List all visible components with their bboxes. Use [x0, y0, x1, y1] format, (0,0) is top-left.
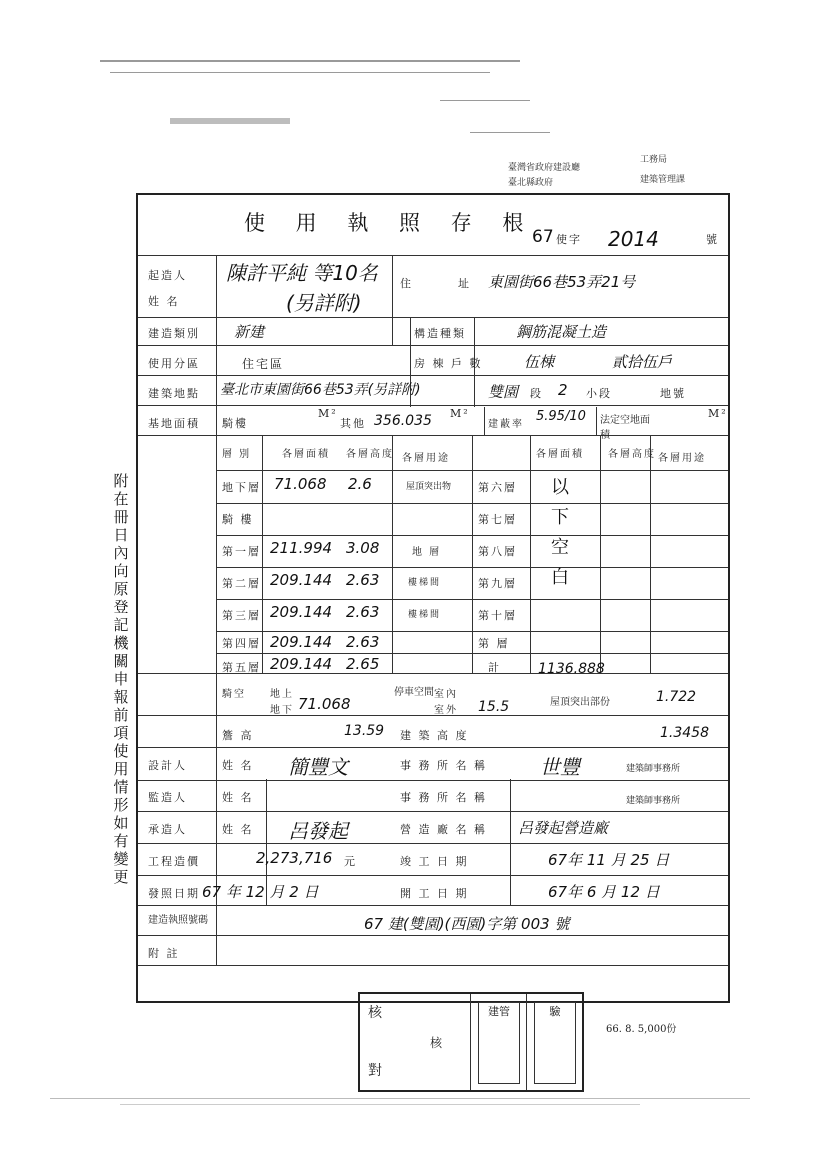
row-line	[138, 715, 728, 716]
row-line	[138, 843, 728, 844]
row-line	[138, 345, 728, 346]
floor-label: 第九層	[478, 577, 517, 590]
parking-in: 室內	[434, 689, 458, 700]
structure-label: 構造種類	[414, 327, 466, 340]
row-line	[138, 317, 728, 318]
contractor-label: 承造人	[148, 823, 187, 836]
stamp-text: 建築管理課	[640, 175, 686, 185]
location-lot: 地號	[660, 387, 686, 400]
designer-office: 世豐	[540, 755, 580, 779]
row-line	[138, 811, 728, 812]
area-other-value: 356.035	[374, 413, 432, 429]
left-margin-note: 附在冊日內向原登記機關申報前項使用情形如有變更	[113, 472, 129, 886]
seal: 建管	[478, 1002, 520, 1084]
stamp-box	[358, 992, 584, 1092]
floor-height: 2.63	[346, 571, 380, 589]
address-value: 東園街66巷53弄21号	[488, 273, 636, 291]
row-line	[138, 405, 728, 406]
floor-label: 地下層	[222, 481, 261, 494]
unit-m2: M²	[450, 407, 470, 420]
col-line	[470, 994, 471, 1090]
floor-label: 第二層	[222, 577, 261, 590]
cost-label: 工程造價	[148, 855, 200, 868]
open-label: 騎空	[222, 689, 246, 700]
floor-height: 2.65	[346, 655, 380, 673]
floor-label: 第七層	[478, 513, 517, 526]
designer-value: 簡豐文	[288, 755, 348, 779]
floor-area: 211.994	[270, 539, 333, 557]
form-title: 使 用 執 照 存 根	[244, 211, 536, 235]
floor-area: 209.144	[270, 603, 333, 621]
location-subsection-label: 小段	[586, 387, 612, 400]
stamp-box-label-top: 核	[368, 1005, 384, 1021]
floor-height: 3.08	[346, 539, 380, 557]
cost-value: 2,273,716	[256, 849, 333, 867]
office-label: 事 務 所 名 稱	[400, 791, 487, 804]
applicant-value: 陳許平純 等10名	[226, 261, 378, 285]
permit-value: 67 建(雙園)(西園)字第 003 號	[364, 915, 570, 933]
col-line	[596, 407, 597, 435]
floor-label: 第五層	[222, 661, 261, 674]
complete-label: 竣 工 日 期	[400, 855, 469, 868]
location-district: 雙園	[488, 383, 519, 401]
row-line	[138, 375, 728, 376]
col-line	[472, 435, 473, 673]
roof-value: 1.722	[656, 689, 697, 705]
use-col-header: 各層用途	[402, 453, 450, 464]
remarks-label: 附 註	[148, 947, 180, 960]
scan-noise-block	[170, 118, 290, 124]
floor-use: 屋頂突出物	[406, 482, 452, 492]
permit-form	[136, 193, 730, 1003]
location-value: 臺北市東園街66巷53弄(另詳附)	[220, 382, 421, 398]
use-col-header: 各層用途	[658, 453, 706, 464]
permit-word: 使字	[556, 233, 582, 246]
floor-col-header: 層 別	[222, 449, 252, 460]
open-under-value: 71.068	[298, 695, 351, 713]
contractor-value: 呂發起	[288, 819, 348, 843]
building-height-label: 建 築 高 度	[400, 729, 469, 742]
floor-label: 騎 樓	[222, 513, 254, 526]
location-section-label: 段	[530, 387, 543, 400]
building-height-value: 1.3458	[660, 725, 709, 741]
unit-m2: M²	[318, 407, 338, 420]
floor-label: 第 層	[478, 637, 510, 650]
area-col-header: 各層面積	[282, 449, 330, 460]
open-under: 地下	[270, 705, 294, 716]
coverage-value: 5.95/10	[536, 409, 586, 424]
total-label: 計	[488, 661, 501, 674]
blank-note: 以下空白	[551, 477, 569, 588]
floor-label: 第八層	[478, 545, 517, 558]
floor-height: 2.6	[348, 475, 372, 493]
floor-area: 209.144	[270, 633, 333, 651]
households-value-2: 貳拾伍戶	[612, 353, 673, 371]
col-line	[600, 435, 601, 673]
start-value: 67年 6 月 12 日	[548, 883, 660, 901]
factory-label: 營 造 廠 名 稱	[400, 823, 487, 836]
col-line	[530, 435, 531, 673]
col-line	[216, 255, 217, 965]
permit-label: 建造執照號碼	[148, 915, 208, 926]
supervisor-label: 監造人	[148, 791, 187, 804]
complete-value: 67年 11 月 25 日	[548, 851, 670, 869]
office-label: 事 務 所 名 稱	[400, 759, 487, 772]
cost-unit: 元	[344, 855, 357, 868]
row-line	[138, 780, 728, 781]
issue-label: 發照日期	[148, 887, 200, 900]
floor-label: 第六層	[478, 481, 517, 494]
row-line	[138, 965, 728, 966]
col-line	[392, 435, 393, 673]
floor-use: 樓梯間	[408, 610, 442, 620]
households-value-1: 伍棟	[524, 353, 555, 371]
scan-noise-line	[470, 132, 550, 133]
floor-label: 第三層	[222, 609, 261, 622]
stamp-text: 工務局	[640, 155, 668, 165]
floor-area: 209.144	[270, 571, 333, 589]
floor-area: 209.144	[270, 655, 333, 673]
coverage-label: 建蔽率	[488, 419, 524, 430]
designer-office-suffix: 建築師事務所	[626, 764, 681, 774]
print-note: 66. 8. 5,000份	[606, 1024, 677, 1035]
floor-height: 2.63	[346, 603, 380, 621]
location-label: 建築地點	[148, 387, 200, 400]
row-line	[138, 905, 728, 906]
area-label: 基地面積	[148, 417, 200, 430]
floor-area: 71.068	[274, 475, 327, 493]
floor-use: 樓梯間	[408, 578, 442, 588]
applicant-name-label: 姓 名	[148, 295, 180, 308]
col-line	[262, 435, 263, 673]
households-label: 房 棟 戶 數	[414, 357, 483, 370]
start-label: 開 工 日 期	[400, 887, 469, 900]
parking-out-value: 15.5	[478, 699, 510, 715]
supervisor-office-suffix: 建築師事務所	[626, 796, 681, 806]
applicant-value-2: (另詳附)	[286, 291, 362, 315]
address-label: 住	[400, 277, 413, 290]
eave-label: 簷 高	[222, 729, 254, 742]
area-arcade: 騎樓	[222, 417, 248, 430]
scan-noise-line	[120, 1104, 640, 1105]
roof-label: 屋頂突出部份	[550, 697, 610, 708]
scan-noise-line	[110, 72, 490, 73]
name-label: 姓 名	[222, 759, 254, 772]
scan-noise-line	[440, 100, 530, 101]
applicant-label: 起造人	[148, 269, 187, 282]
seal: 驗	[534, 1002, 576, 1084]
row-line	[138, 747, 728, 748]
issue-value: 67 年 12 月 2 日	[202, 883, 319, 901]
area-col-header: 各層面積	[536, 449, 584, 460]
stamp-box-label-bottom: 對	[368, 1063, 384, 1079]
open-ground: 地上	[270, 689, 294, 700]
floor-label: 第四層	[222, 637, 261, 650]
permit-year: 67	[532, 227, 554, 247]
unit-m2: M²	[708, 407, 728, 420]
col-line	[392, 255, 393, 345]
parking-out: 室外	[434, 705, 458, 716]
col-line	[484, 407, 485, 435]
structure-value: 鋼筋混凝土造	[516, 323, 607, 341]
zone-label: 使用分區	[148, 357, 200, 370]
floor-use: 地 層	[412, 547, 442, 558]
zone-value: 住宅區	[242, 357, 285, 371]
area-other: 其他	[340, 417, 366, 430]
stamp-text: 臺灣省政府建設廳	[508, 163, 581, 173]
stamp-text: 臺北縣政府	[508, 178, 554, 188]
permit-number: 2014	[608, 227, 659, 251]
name-label: 姓 名	[222, 791, 254, 804]
floor-label: 第一層	[222, 545, 261, 558]
parking-label: 停車空間	[394, 687, 434, 698]
row-line	[138, 875, 728, 876]
location-section: 2	[558, 381, 568, 399]
address-label-2: 址	[458, 277, 471, 290]
type-value: 新建	[234, 323, 265, 341]
factory-value: 呂發起營造廠	[518, 819, 609, 837]
floor-label: 第十層	[478, 609, 517, 622]
col-line	[650, 435, 651, 673]
scan-noise-line	[100, 60, 520, 62]
legal-open-label: 法定空地面積	[600, 415, 650, 441]
type-label: 建造類別	[148, 327, 200, 340]
permit-number-suffix: 號	[706, 233, 719, 246]
eave-value: 13.59	[344, 723, 385, 739]
designer-label: 設計人	[148, 759, 187, 772]
col-line	[526, 994, 527, 1090]
name-label: 姓 名	[222, 823, 254, 836]
height-col-header: 各層高度	[608, 449, 656, 460]
col-line	[510, 779, 511, 905]
floor-height: 2.63	[346, 633, 380, 651]
seal-text: 核	[430, 1036, 445, 1050]
total-area: 1136.888	[538, 661, 605, 677]
height-col-header: 各層高度	[346, 449, 394, 460]
row-line	[138, 935, 728, 936]
scan-noise-line	[50, 1098, 750, 1099]
row-line	[138, 255, 728, 256]
